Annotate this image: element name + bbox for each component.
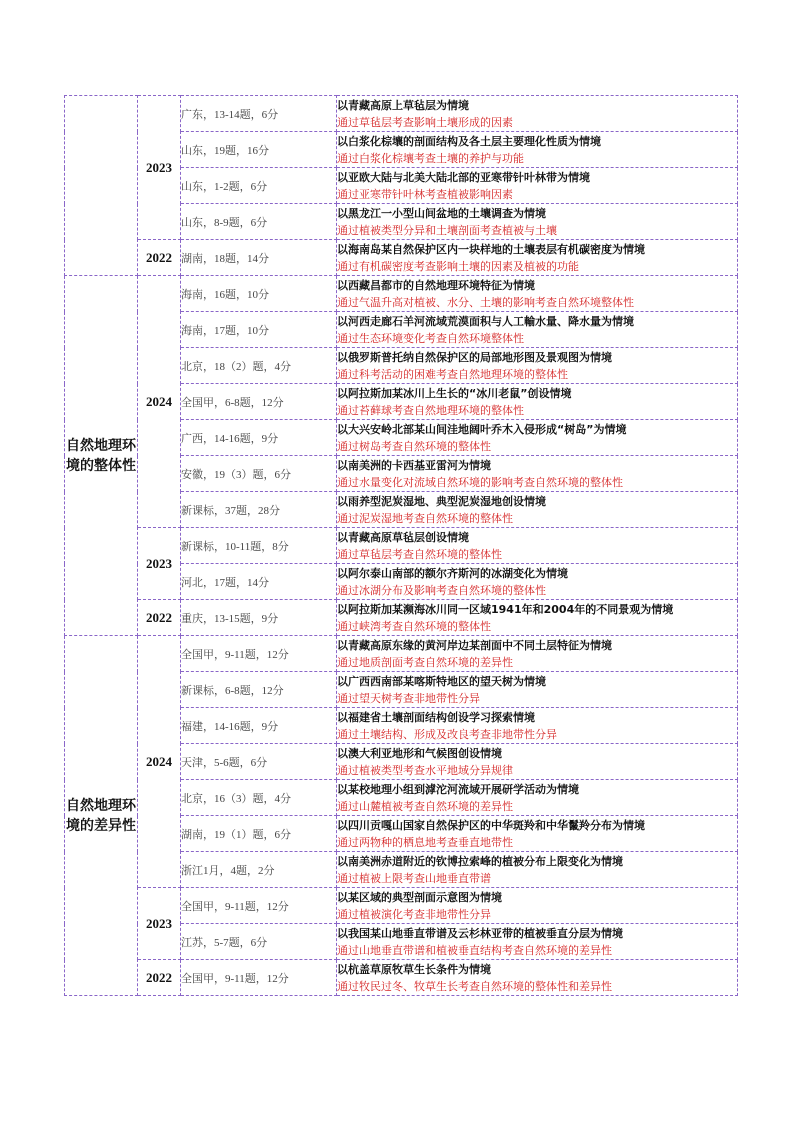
source-cell: 山东，19题，16分 <box>181 132 337 168</box>
context-title: 以青藏高原草毡层创设情境 <box>337 530 469 544</box>
source-cell: 全国甲，9-11题，12分 <box>181 888 337 924</box>
context-subtitle: 通过植被类型分异和土壤剖面考查植被与土壤 <box>337 223 557 237</box>
year-cell: 2024 <box>138 276 181 528</box>
topic-cell: 自然地理环境的整体性 <box>65 276 138 636</box>
description-cell <box>337 312 738 348</box>
topic-cell: 自然地理环境的差异性 <box>65 636 138 996</box>
description-cell <box>337 636 738 672</box>
source-cell: 海南，17题，10分 <box>181 312 337 348</box>
context-title: 以白浆化棕壤的剖面结构及各土层主要理化性质为情境 <box>337 134 601 148</box>
source-cell: 北京，16（3）题，4分 <box>181 780 337 816</box>
context-subtitle: 通过两物种的栖息地考查垂直地带性 <box>337 835 513 849</box>
description-cell <box>337 780 738 816</box>
context-title: 以澳大利亚地形和气候图创设情境 <box>337 746 502 760</box>
description-cell <box>337 564 738 600</box>
source-cell: 全国甲，9-11题，12分 <box>181 960 337 996</box>
source-cell: 新课标，10-11题，8分 <box>181 528 337 564</box>
description-cell <box>337 384 738 420</box>
source-cell: 安徽，19（3）题，6分 <box>181 456 337 492</box>
context-subtitle: 通过有机碳密度考查影响土壤的因素及植被的功能 <box>337 259 579 273</box>
description-cell <box>337 240 738 276</box>
year-cell: 2023 <box>138 96 181 240</box>
source-cell: 新课标，6-8题，12分 <box>181 672 337 708</box>
source-cell: 重庆，13-15题，9分 <box>181 600 337 636</box>
description-cell <box>337 600 738 636</box>
context-title: 以青藏高原东缘的黄河岸边某剖面中不同土层特征为情境 <box>337 638 612 652</box>
description-cell <box>337 708 738 744</box>
topic-cell <box>65 96 138 276</box>
source-cell: 新课标，37题，28分 <box>181 492 337 528</box>
context-subtitle: 通过望天树考查非地带性分异 <box>337 691 480 705</box>
description-cell <box>337 168 738 204</box>
exam-table <box>64 95 738 996</box>
description-cell <box>337 96 738 132</box>
table-row <box>65 528 738 564</box>
description-cell <box>337 888 738 924</box>
description-cell <box>337 204 738 240</box>
context-subtitle: 通过生态环境变化考查自然环境整体性 <box>337 331 524 345</box>
source-cell: 河北，17题，14分 <box>181 564 337 600</box>
source-cell: 湖南，18题，14分 <box>181 240 337 276</box>
context-subtitle: 通过土壤结构、形成及改良考查非地带性分异 <box>337 727 557 741</box>
table-row <box>65 240 738 276</box>
context-title: 以阿拉斯加某濒海冰川同一区域1941年和2004年的不同景观为情境 <box>337 602 674 616</box>
context-subtitle: 通过牧民过冬、牧草生长考查自然环境的整体性和差异性 <box>337 979 612 993</box>
context-subtitle: 通过草毡层考查影响土壤形成的因素 <box>337 115 513 129</box>
context-subtitle: 通过苔藓球考查自然地理环境的整体性 <box>337 403 524 417</box>
source-cell: 山东，1-2题，6分 <box>181 168 337 204</box>
context-title: 以南美洲赤道附近的钦博拉索峰的植被分布上限变化为情境 <box>337 854 623 868</box>
source-cell: 湖南，19（1）题，6分 <box>181 816 337 852</box>
context-title: 以福建省土壤剖面结构创设学习探索情境 <box>337 710 535 724</box>
description-cell <box>337 456 738 492</box>
table-row <box>65 96 738 132</box>
context-title: 以青藏高原上草毡层为情境 <box>337 98 469 112</box>
source-cell: 北京，18（2）题，4分 <box>181 348 337 384</box>
context-subtitle: 通过泥炭湿地考查自然环境的整体性 <box>337 511 513 525</box>
context-subtitle: 通过峡湾考查自然环境的整体性 <box>337 619 491 633</box>
context-subtitle: 通过草毡层考查自然环境的整体性 <box>337 547 502 561</box>
description-cell <box>337 672 738 708</box>
source-cell: 海南，16题，10分 <box>181 276 337 312</box>
context-subtitle: 通过冰湖分布及影响考查自然环境的整体性 <box>337 583 546 597</box>
year-cell: 2023 <box>138 528 181 600</box>
description-cell <box>337 132 738 168</box>
context-subtitle: 通过水量变化对流域自然环境的影响考查自然环境的整体性 <box>337 475 623 489</box>
source-cell: 浙江1月，4题，2分 <box>181 852 337 888</box>
context-title: 以海南岛某自然保护区内一块样地的土壤表层有机碳密度为情境 <box>337 242 645 256</box>
description-cell <box>337 528 738 564</box>
context-title: 以阿拉斯加某冰川上生长的“冰川老鼠”创设情境 <box>337 386 572 400</box>
description-cell <box>337 492 738 528</box>
source-cell: 福建，14-16题，9分 <box>181 708 337 744</box>
source-cell: 全国甲，9-11题，12分 <box>181 636 337 672</box>
context-title: 以黑龙江一小型山间盆地的土壤调查为情境 <box>337 206 546 220</box>
context-title: 以广西西南部某喀斯特地区的望天树为情境 <box>337 674 546 688</box>
context-subtitle: 通过植被类型考查水平地域分异规律 <box>337 763 513 777</box>
exam-table-body <box>65 96 738 996</box>
source-cell: 全国甲，6-8题，12分 <box>181 384 337 420</box>
context-title: 以亚欧大陆与北美大陆北部的亚寒带针叶林带为情境 <box>337 170 590 184</box>
context-title: 以阿尔泰山南部的额尔齐斯河的冰湖变化为情境 <box>337 566 568 580</box>
context-subtitle: 通过植被上限考查山地垂直带谱 <box>337 871 491 885</box>
context-title: 以河西走廊石羊河流域荒漠面积与人工輸水量、降水量为情境 <box>337 314 634 328</box>
context-title: 以西藏昌都市的自然地理环境特征为情境 <box>337 278 535 292</box>
source-cell: 天津，5-6题，6分 <box>181 744 337 780</box>
table-row <box>65 600 738 636</box>
context-subtitle: 通过山麓植被考查自然环境的差异性 <box>337 799 513 813</box>
source-cell: 广西，14-16题，9分 <box>181 420 337 456</box>
year-cell: 2022 <box>138 600 181 636</box>
context-title: 以俄罗斯普托纳自然保护区的局部地形图及景观图为情境 <box>337 350 612 364</box>
source-cell: 江苏，5-7题，6分 <box>181 924 337 960</box>
context-subtitle: 通过亚寒带针叶林考查植被影响因素 <box>337 187 513 201</box>
context-subtitle: 通过植被演化考查非地带性分异 <box>337 907 491 921</box>
year-cell: 2022 <box>138 960 181 996</box>
year-cell: 2023 <box>138 888 181 960</box>
context-title: 以雨养型泥炭湿地、典型泥炭湿地创设情境 <box>337 494 546 508</box>
context-subtitle: 通过山地垂直带谱和植被垂直结构考查自然环境的差异性 <box>337 943 612 957</box>
year-cell: 2022 <box>138 240 181 276</box>
context-title: 以大兴安岭北部某山间洼地阔叶乔木入侵形成“树岛”为情境 <box>337 422 627 436</box>
description-cell <box>337 924 738 960</box>
context-title: 以南美洲的卡西基亚雷河为情境 <box>337 458 491 472</box>
context-subtitle: 通过气温升高对植被、水分、土壤的影响考查自然环境整体性 <box>337 295 634 309</box>
context-title: 以四川贡嘎山国家自然保护区的中华斑羚和中华鬣羚分布为情境 <box>337 818 645 832</box>
table-row <box>65 276 738 312</box>
context-title: 以某区域的典型剖面示意图为情境 <box>337 890 502 904</box>
description-cell <box>337 348 738 384</box>
description-cell <box>337 420 738 456</box>
description-cell <box>337 960 738 996</box>
description-cell <box>337 852 738 888</box>
context-subtitle: 通过地质剖面考查自然环境的差异性 <box>337 655 513 669</box>
source-cell: 山东，8-9题，6分 <box>181 204 337 240</box>
table-row <box>65 888 738 924</box>
context-subtitle: 通过科考活动的困难考查自然地理环境的整体性 <box>337 367 568 381</box>
source-cell: 广东，13-14题，6分 <box>181 96 337 132</box>
description-cell <box>337 816 738 852</box>
table-row <box>65 636 738 672</box>
context-title: 以杭盖草原牧草生长条件为情境 <box>337 962 491 976</box>
context-subtitle: 通过树岛考查自然环境的整体性 <box>337 439 491 453</box>
context-title: 以我国某山地垂直带谱及云杉林亚带的植被垂直分层为情境 <box>337 926 623 940</box>
year-cell: 2024 <box>138 636 181 888</box>
description-cell <box>337 744 738 780</box>
context-title: 以某校地理小组到滹沱河流域开展研学活动为情境 <box>337 782 579 796</box>
table-row <box>65 960 738 996</box>
context-subtitle: 通过白浆化棕壤考查土壤的养护与功能 <box>337 151 524 165</box>
description-cell <box>337 276 738 312</box>
